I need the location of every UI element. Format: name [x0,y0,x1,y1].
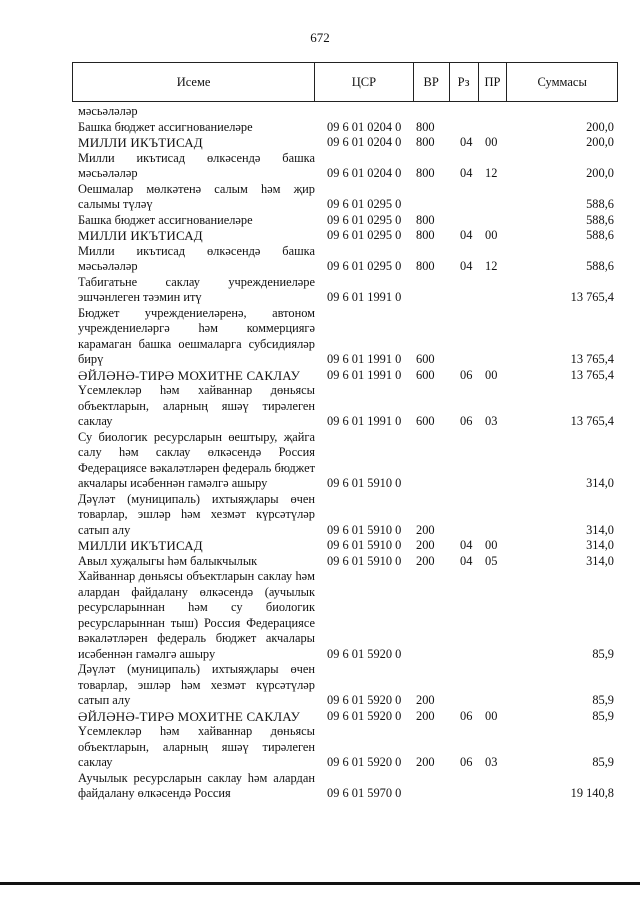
cell-sum: 588,6 [586,197,614,211]
table-row [72,383,618,430]
table-row [72,228,618,244]
header-vr: ВР [414,63,450,101]
cell-rz: 04 [460,166,473,180]
cell-pr: 00 [485,708,498,723]
cell-vr: 800 [416,228,435,242]
cell-name: МИЛЛИ ИКЪТИСАД [78,228,203,243]
cell-vr: 200 [416,755,435,769]
cell-sum: 85,9 [592,755,614,769]
cell-sum: 588,6 [586,212,614,227]
cell-csr: 09 6 01 1991 0 [327,367,402,382]
table-body [72,104,618,802]
cell-sum: 588,6 [586,259,614,273]
cell-name: Башка бюджет ассигнованиеләре [78,212,253,227]
cell-csr: 09 6 01 5910 0 [327,553,402,568]
cell-sum: 19 140,8 [570,786,614,800]
cell-csr: 09 6 01 5970 0 [327,786,402,800]
cell-csr: 09 6 01 0204 0 [327,166,402,180]
cell-vr: 800 [416,166,435,180]
table-row [72,368,618,384]
cell-pr: 00 [485,367,498,382]
cell-csr: 09 6 01 1991 0 [327,290,402,304]
table-row [72,492,618,539]
cell-sum: 13 765,4 [570,290,614,304]
cell-csr: 09 6 01 5910 0 [327,538,402,552]
cell-name: МИЛЛИ ИКЪТИСАД [78,538,203,553]
cell-csr: 09 6 01 1991 0 [327,414,402,428]
page-number: 672 [310,30,330,45]
table-header [72,62,618,102]
cell-sum: 13 765,4 [570,367,614,382]
cell-name: Башка бюджет ассигнованиеләре [78,119,253,134]
cell-name: МИЛЛИ ИКЪТИСАД [78,135,203,150]
cell-sum: 200,0 [586,166,614,180]
table-row [72,569,618,662]
cell-pr: 00 [485,228,498,242]
cell-csr: 09 6 01 5920 0 [327,708,402,723]
table-row [72,104,618,120]
cell-sum: 314,0 [586,553,614,568]
table-row [72,244,618,275]
cell-name: Хайваннар дөньясы объектларын саклау һәм алардан файдалану өлкәсендә (аучылык ресурсларыннан һәм су биологик ресурсларыннан тыш) Россия Федерациясе вәкаләтләрен федераль бюджет акчалары исәбеннән гамәлгә ашыру [78,569,315,661]
cell-csr: 09 6 01 0204 0 [327,119,402,134]
table-row [72,771,618,802]
table-row [72,120,618,136]
cell-name: ӘЙЛӘНӘ-ТИРӘ МОХИТНЕ САКЛАУ [78,367,301,383]
cell-csr: 09 6 01 1991 0 [327,352,402,366]
cell-pr: 12 [485,259,498,273]
cell-pr: 03 [485,755,498,769]
cell-rz: 06 [460,708,473,723]
cell-sum: 85,9 [592,646,614,661]
cell-name: Үсемлекләр һәм хайваннар дөньясы объектларын, аларның яшәү тирәлеген саклау [78,724,315,769]
cell-sum: 13 765,4 [570,352,614,366]
cell-csr: 09 6 01 0295 0 [327,259,402,273]
cell-pr: 05 [485,553,498,568]
cell-vr: 200 [416,693,435,707]
cell-vr: 600 [416,367,435,382]
table-row [72,554,618,570]
cell-vr: 600 [416,352,435,366]
cell-csr: 09 6 01 0295 0 [327,212,402,227]
cell-sum: 85,9 [592,708,614,723]
cell-name: Милли икътисад өлкәсендә башка мәсьәләләр [78,243,315,273]
table-row [72,182,618,213]
header-pr: ПР [479,63,508,101]
table-row [72,724,618,771]
header-rz: Рз [450,63,479,101]
bottom-rule [0,882,640,885]
cell-csr: 09 6 01 5910 0 [327,476,402,490]
cell-vr: 800 [416,135,435,149]
cell-rz: 04 [460,228,473,242]
cell-sum: 85,9 [592,693,614,707]
cell-vr: 200 [416,522,435,537]
table-row [72,306,618,368]
cell-name: Бюджет учреждениеләренә, автоном учреждениеләргә һәм коммерциягә карамаган башка оешмаларга субсидияләр бирү [78,305,315,366]
cell-vr: 800 [416,212,435,227]
cell-name: ӘЙЛӘНӘ-ТИРӘ МОХИТНЕ САКЛАУ [78,708,301,724]
cell-sum: 200,0 [586,135,614,149]
cell-sum: 588,6 [586,228,614,242]
cell-rz: 04 [460,553,473,568]
cell-csr: 09 6 01 5920 0 [327,646,402,661]
cell-pr: 03 [485,414,498,428]
cell-csr: 09 6 01 5920 0 [327,693,402,707]
header-name: Исеме [73,63,315,101]
table-row [72,275,618,306]
cell-name: Үсемлекләр һәм хайваннар дөньясы объектларын, аларның яшәү тирәлеген саклау [78,383,315,428]
cell-name: мәсьәләләр [78,104,138,118]
cell-sum: 314,0 [586,522,614,537]
table-row [72,430,618,492]
cell-pr: 00 [485,538,498,552]
table-row [72,709,618,725]
header-csr: ЦСР [315,63,414,101]
cell-sum: 13 765,4 [570,414,614,428]
cell-name: Дәүләт (муниципаль) ихтыяҗлары өчен товарлар, эшләр һәм хезмәт күрсәтүләр сатып алу [78,662,315,707]
cell-vr: 600 [416,414,435,428]
header-sum: Суммасы [537,74,587,89]
table-row [72,538,618,554]
cell-sum: 200,0 [586,119,614,134]
cell-name: Су биологик ресурсларын өештыру, җайга салу һәм саклау өлкәсендә Россия Федерациясе вәкаләтләрен федераль бюджет акчалары исәбеннән гамәлгә ашыру [78,429,315,490]
cell-vr: 800 [416,259,435,273]
cell-name: Авыл хуҗалыгы һәм балыкчылык [78,553,258,568]
cell-name: Оешмалар мөлкәтенә салым һәм җир салымы түләү [78,181,315,211]
table-row [72,213,618,229]
cell-rz: 04 [460,135,473,149]
table-row [72,135,618,151]
cell-sum: 314,0 [586,538,614,552]
cell-vr: 200 [416,553,435,568]
cell-rz: 04 [460,538,473,552]
cell-csr: 09 6 01 5920 0 [327,755,402,769]
cell-vr: 800 [416,119,435,134]
cell-csr: 09 6 01 0295 0 [327,228,402,242]
cell-rz: 06 [460,367,473,382]
cell-pr: 12 [485,166,498,180]
cell-csr: 09 6 01 5910 0 [327,522,402,537]
table-row [72,151,618,182]
cell-vr: 200 [416,538,435,552]
cell-name: Аучылык ресурсларын саклау һәм алардан файдалану өлкәсендә Россия [78,770,315,800]
cell-rz: 06 [460,755,473,769]
cell-name: Милли икътисад өлкәсендә башка мәсьәләләр [78,150,315,180]
cell-rz: 06 [460,414,473,428]
cell-rz: 04 [460,259,473,273]
cell-csr: 09 6 01 0295 0 [327,197,402,211]
table-row [72,662,618,709]
cell-name: Дәүләт (муниципаль) ихтыяҗлары өчен товарлар, эшләр һәм хезмәт күрсәтүләр сатып алу [78,491,315,537]
cell-sum: 314,0 [586,476,614,490]
cell-pr: 00 [485,135,498,149]
cell-name: Табигатьне саклау учреждениеләре эшчәнлеген тәэмин итү [78,274,315,304]
cell-csr: 09 6 01 0204 0 [327,135,402,149]
cell-vr: 200 [416,708,435,723]
